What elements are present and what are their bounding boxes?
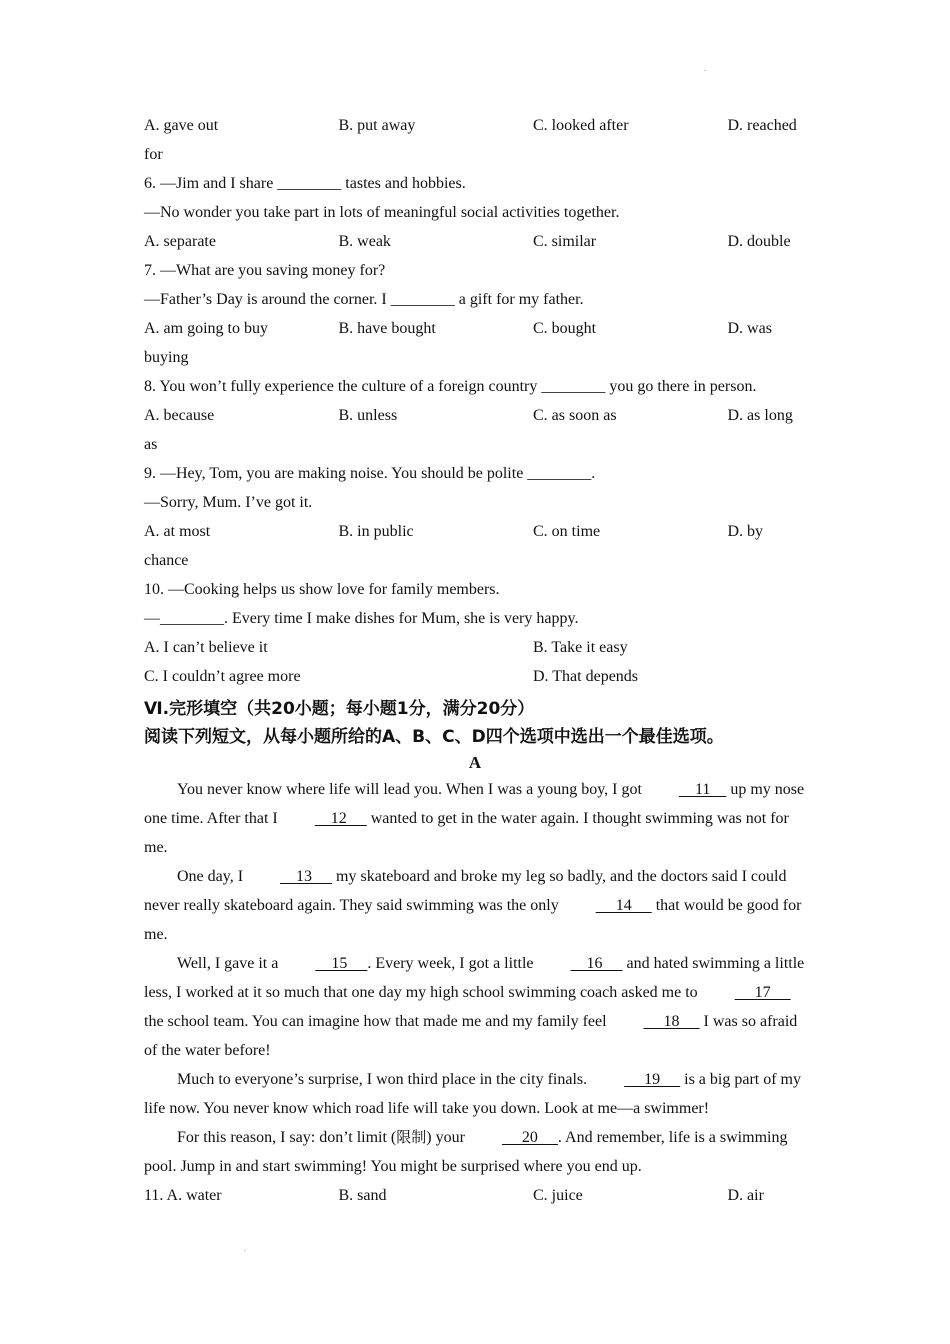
q9-option-b: B. in public (338, 523, 414, 540)
q7-options (144, 314, 806, 343)
blank-15: 15 (315, 955, 368, 972)
passage-text: ) your (426, 1129, 469, 1146)
q6-reply: —No wonder you take part in lots of meaningful social activities together. (144, 204, 620, 221)
q8-option-a: A. because (144, 407, 215, 424)
q7-stem: 7. —What are you saving money for? (144, 262, 386, 279)
q11-option-a: 11. A. water (144, 1187, 222, 1204)
q7-option-a: A. am going to buy (144, 320, 268, 337)
passage-paragraph-2 (144, 862, 806, 949)
blank-14: 14 (595, 897, 652, 914)
blank-11: 11 (678, 781, 727, 798)
blank-20: 20 (501, 1129, 558, 1146)
q5-option-b: B. put away (338, 117, 416, 134)
passage-text: the school team. You can imagine how that made me and my family feel (144, 1013, 611, 1030)
q10-option-c: C. I couldn’t agree more (144, 668, 301, 685)
passage-text: I was so afraid of the water before! (144, 1013, 798, 1059)
q9-option-d: D. by (727, 523, 764, 540)
passage-text: is a big part of my life now. You never know which road life will take you down. Look at me—a swimmer! (144, 1071, 801, 1117)
q8-option-b: B. unless (338, 407, 398, 424)
blank-13: 13 (280, 868, 333, 885)
section-instruction: 阅读下列短文，从每小题所给的A、B、C、D四个选项中选出一个最佳选项。 (144, 727, 724, 747)
passage-text: wanted to get in the water again. I thought swimming was not for me. (144, 810, 789, 856)
exam-content (144, 111, 806, 1210)
q10-option-a: A. I can’t believe it (144, 639, 268, 656)
passage-text: that would be good for me. (144, 897, 802, 943)
q6-stem: 6. —Jim and I share ________ tastes and hobbies. (144, 175, 466, 192)
q5-option-a: A. gave out (144, 117, 219, 134)
q7-option-b: B. have bought (338, 320, 436, 337)
q8-stem: 8. You won’t fully experience the culture of a foreign country ________ you go there in person. (144, 378, 757, 395)
passage-paragraph-4 (144, 1065, 806, 1123)
q7-option-d-wrap: buying (144, 349, 189, 366)
q10-option-b: B. Take it easy (533, 639, 628, 656)
q8-option-d-wrap: as (144, 436, 158, 453)
q8-option-c: C. as soon as (533, 407, 617, 424)
passage-paragraph-5 (144, 1123, 806, 1181)
q9-options (144, 517, 806, 546)
q10-reply: —________. Every time I make dishes for Mum, she is very happy. (144, 610, 579, 627)
q8-option-d: D. as long (727, 407, 793, 424)
q10-options-row2 (144, 662, 806, 691)
q9-option-d-wrap: chance (144, 552, 189, 569)
q11-option-b: B. sand (338, 1187, 387, 1204)
blank-19: 19 (624, 1071, 681, 1088)
passage-text: For this reason, I say: don’t limit ( (177, 1129, 397, 1146)
q10-stem: 10. —Cooking helps us show love for family members. (144, 581, 500, 598)
q6-option-a: A. separate (144, 233, 216, 250)
passage-text: . And remember, life is a swimming pool. Jump in and start swimming! You might be surprised where you end up. (144, 1129, 788, 1175)
blank-18: 18 (643, 1013, 700, 1030)
scan-speck (244, 1250, 246, 1251)
scan-speck (704, 70, 706, 71)
passage-text: You never know where life will lead you. When I was a young boy, I got (177, 781, 646, 798)
q6-option-b: B. weak (338, 233, 391, 250)
q11-options (144, 1181, 806, 1210)
chinese-gloss: 限制 (396, 1128, 427, 1146)
passage-text: Much to everyone’s surprise, I won third place in the city finals. (177, 1071, 592, 1088)
q5-option-d-wrap: for (144, 146, 163, 163)
passage-text: Well, I gave it a (177, 955, 283, 972)
q7-reply: —Father’s Day is around the corner. I ________ a gift for my father. (144, 291, 584, 308)
q11-option-c: C. juice (533, 1187, 583, 1204)
section-title: Ⅵ.完形填空（共20小题；每小题1分，满分20分） (144, 699, 535, 719)
passage-paragraph-3 (144, 949, 806, 1065)
q8-options (144, 401, 806, 430)
q10-option-d: D. That depends (533, 668, 639, 685)
q6-option-d: D. double (727, 233, 791, 250)
q6-option-c: C. similar (533, 233, 597, 250)
passage-text: . Every week, I got a little (367, 955, 538, 972)
passage-text: One day, I (177, 868, 248, 885)
passage-text: and hated swimming a little less, I worked at it so much that one day my high school swimming coach asked me to (144, 955, 805, 1001)
q9-option-c: C. on time (533, 523, 601, 540)
q9-option-a: A. at most (144, 523, 211, 540)
passage-text: my skateboard and broke my leg so badly, and the doctors said I could never really skateboard again. They said swimming was the only (144, 868, 787, 914)
q7-option-c: C. bought (533, 320, 597, 337)
blank-12: 12 (314, 810, 367, 827)
q6-options (144, 227, 806, 256)
blank-16: 16 (570, 955, 623, 972)
q5-options (144, 111, 806, 140)
q7-option-d: D. was (727, 320, 772, 337)
q10-options-row1 (144, 633, 806, 662)
q9-stem: 9. —Hey, Tom, you are making noise. You should be polite ________. (144, 465, 596, 482)
q11-option-d: D. air (727, 1187, 764, 1204)
passage-label: A (468, 753, 482, 772)
blank-17: 17 (734, 984, 791, 1001)
q5-option-c: C. looked after (533, 117, 629, 134)
q5-option-d: D. reached (727, 117, 797, 134)
passage-paragraph-1 (144, 775, 806, 862)
passage-text: up my nose one time. After that I (144, 781, 805, 827)
q9-reply: —Sorry, Mum. I’ve got it. (144, 494, 313, 511)
